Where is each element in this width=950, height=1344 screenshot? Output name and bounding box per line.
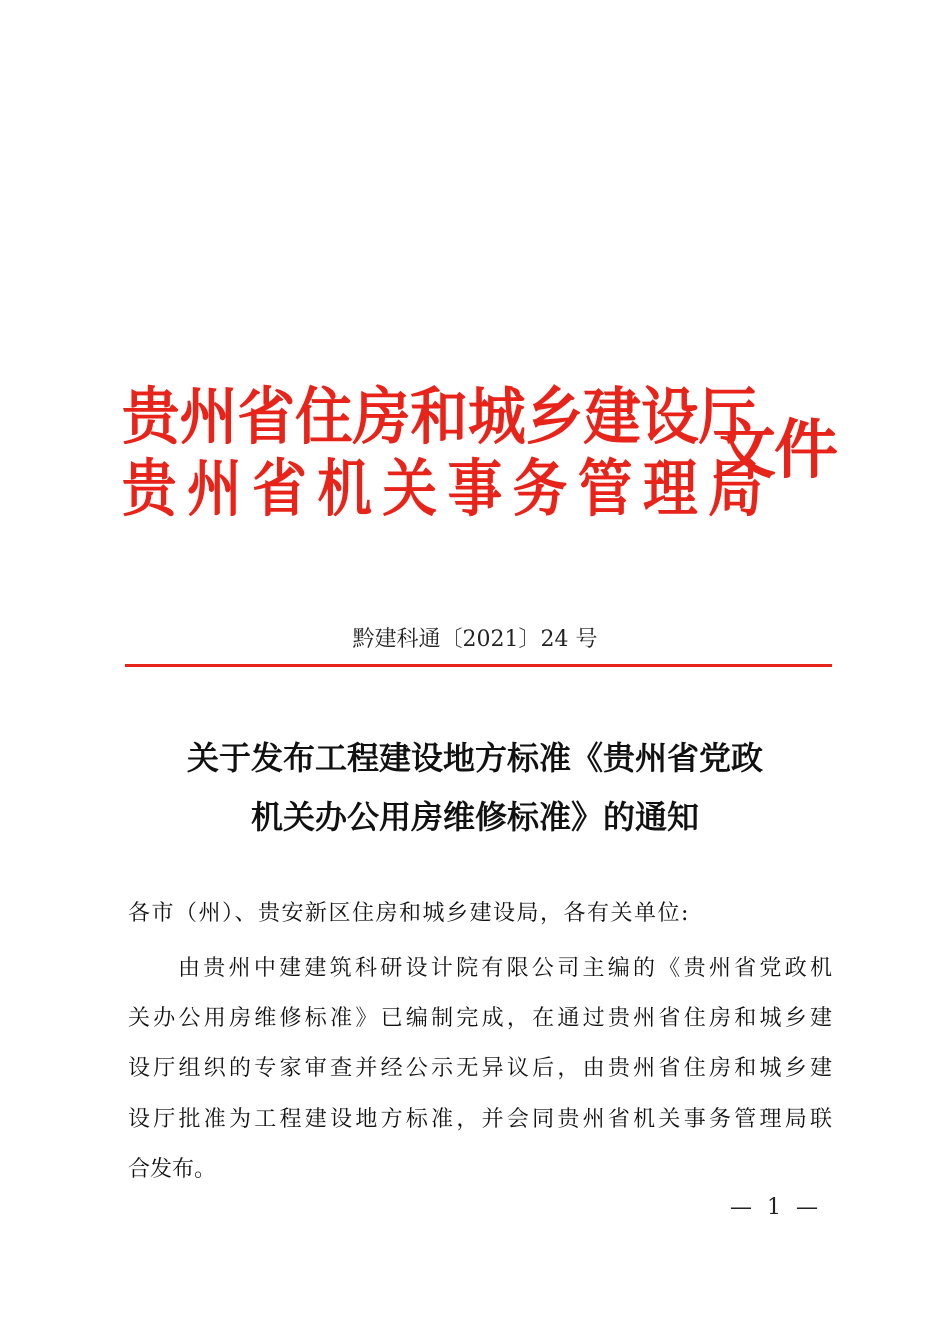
body-text-line: 设厅批准为工程建设地方标准，并会同贵州省机关事务管理局联 — [128, 1107, 832, 1132]
issuer-name-housing-department: 贵州省住房和城乡建设厅 — [122, 380, 757, 453]
salutation: 各市（州）、贵安新区住房和城乡建设局，各有关单位: — [128, 901, 690, 926]
document-title-line-2: 机关办公用房维修标准》的通知 — [250, 798, 699, 836]
red-divider-line — [125, 664, 832, 667]
page-number: — 1 — — [730, 1195, 822, 1220]
body-text-line: 设厅组织的专家审查并经公示无异议后，由贵州省住房和城乡建 — [128, 1056, 832, 1081]
document-suffix: 文件 — [712, 413, 836, 488]
body-text-line: 由贵州中建建筑科研设计院有限公司主编的《贵州省党政机 — [178, 956, 832, 981]
document-header — [122, 378, 852, 528]
document-title-line-1: 关于发布工程建设地方标准《贵州省党政 — [186, 739, 763, 777]
body-text-line: 关办公用房维修标准》已编制完成，在通过贵州省住房和城乡建 — [128, 1006, 832, 1031]
issuer-name-affairs-bureau: 贵州省机关事务管理局 — [122, 452, 774, 525]
document-number: 黔建科通〔2021〕24 号 — [352, 627, 598, 652]
body-text-line: 合发布。 — [128, 1157, 217, 1182]
